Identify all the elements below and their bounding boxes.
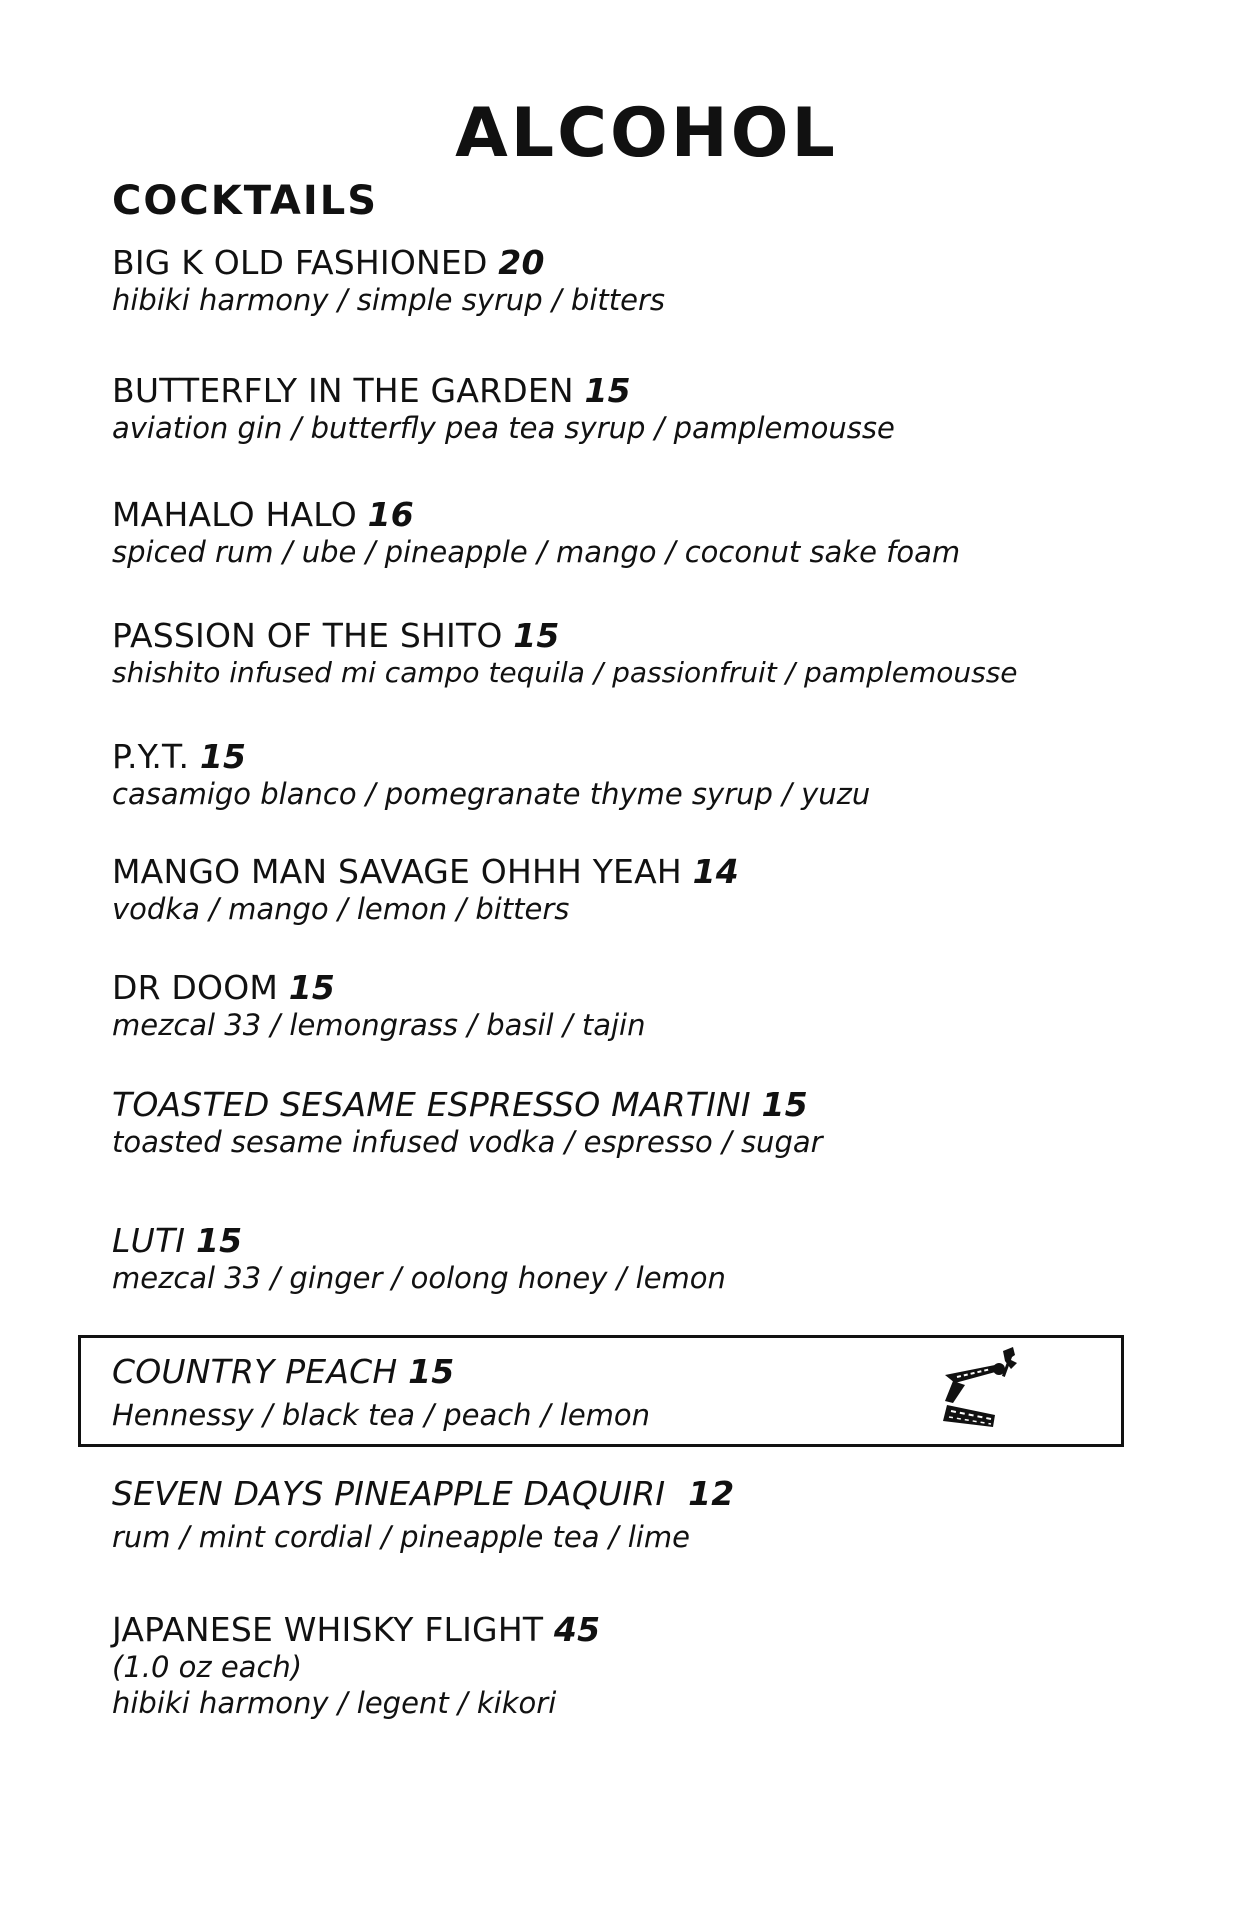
item-name: PASSION OF THE SHITO xyxy=(112,616,503,655)
menu-item xyxy=(112,617,1018,691)
item-price: 12 xyxy=(688,1474,735,1513)
menu-item xyxy=(112,738,870,812)
item-name: LUTI xyxy=(112,1221,186,1260)
item-price: 14 xyxy=(692,852,739,891)
item-name: BUTTERFLY IN THE GARDEN xyxy=(112,371,574,410)
item-name: DR DOOM xyxy=(112,968,279,1007)
item-name: TOASTED SESAME ESPRESSO MARTINI xyxy=(112,1085,751,1124)
item-price: 20 xyxy=(498,243,545,282)
item-name: COUNTRY PEACH xyxy=(112,1352,398,1391)
item-description: hibiki harmony / legent / kikori xyxy=(112,1686,557,1720)
item-description: mezcal 33 / ginger / oolong honey / lemon xyxy=(112,1261,726,1295)
item-price: 15 xyxy=(584,371,631,410)
item-price: 15 xyxy=(513,616,560,655)
menu-item xyxy=(112,1222,726,1296)
item-price: 16 xyxy=(367,495,414,534)
item-price: 15 xyxy=(288,968,336,1007)
item-price: 45 xyxy=(553,1610,601,1649)
item-description: toasted sesame infused vodka / espresso / sugar xyxy=(112,1125,823,1159)
item-name: MANGO MAN SAVAGE OHHH YEAH xyxy=(112,852,682,891)
menu-item xyxy=(112,853,739,927)
item-price: 15 xyxy=(761,1085,808,1124)
item-description: spiced rum / ube / pineapple / mango / coconut sake foam xyxy=(112,535,961,569)
menu-item-featured xyxy=(112,1353,650,1433)
item-name: P.Y.T. xyxy=(112,737,190,776)
hennessy-arm-axe-logo-icon xyxy=(935,1345,1025,1435)
item-name: MAHALO HALO xyxy=(112,495,357,534)
item-description: Hennessy / black tea / peach / lemon xyxy=(112,1398,651,1432)
menu-item xyxy=(112,496,960,570)
item-description: vodka / mango / lemon / bitters xyxy=(112,892,570,926)
menu-item xyxy=(112,244,665,318)
item-price: 15 xyxy=(195,1221,243,1260)
item-description: casamigo blanco / pomegranate thyme syrup / yuzu xyxy=(112,777,871,811)
item-description: aviation gin / butterfly pea tea syrup / pamplemousse xyxy=(112,411,895,445)
item-price: 15 xyxy=(408,1352,455,1391)
item-price: 15 xyxy=(199,737,247,776)
section-title-cocktails: COCKTAILS xyxy=(112,178,379,224)
item-description: hibiki harmony / simple syrup / bitters xyxy=(112,283,665,317)
item-description: rum / mint cordial / pineapple tea / lime xyxy=(112,1520,690,1554)
menu-item xyxy=(112,372,895,446)
page-title: ALCOHOL xyxy=(455,94,838,173)
item-note: (1.0 oz each) xyxy=(112,1650,303,1684)
menu-item xyxy=(112,1086,823,1160)
menu-item xyxy=(112,1475,734,1555)
item-name: JAPANESE WHISKY FLIGHT xyxy=(112,1610,544,1649)
item-name: BIG K OLD FASHIONED xyxy=(112,243,488,282)
menu-item xyxy=(112,969,645,1043)
item-name: SEVEN DAYS PINEAPPLE DAQUIRI xyxy=(112,1474,666,1513)
item-description: mezcal 33 / lemongrass / basil / tajin xyxy=(112,1008,646,1042)
item-description: shishito infused mi campo tequila / passionfruit / pamplemousse xyxy=(112,656,1018,689)
menu-item xyxy=(112,1611,600,1721)
